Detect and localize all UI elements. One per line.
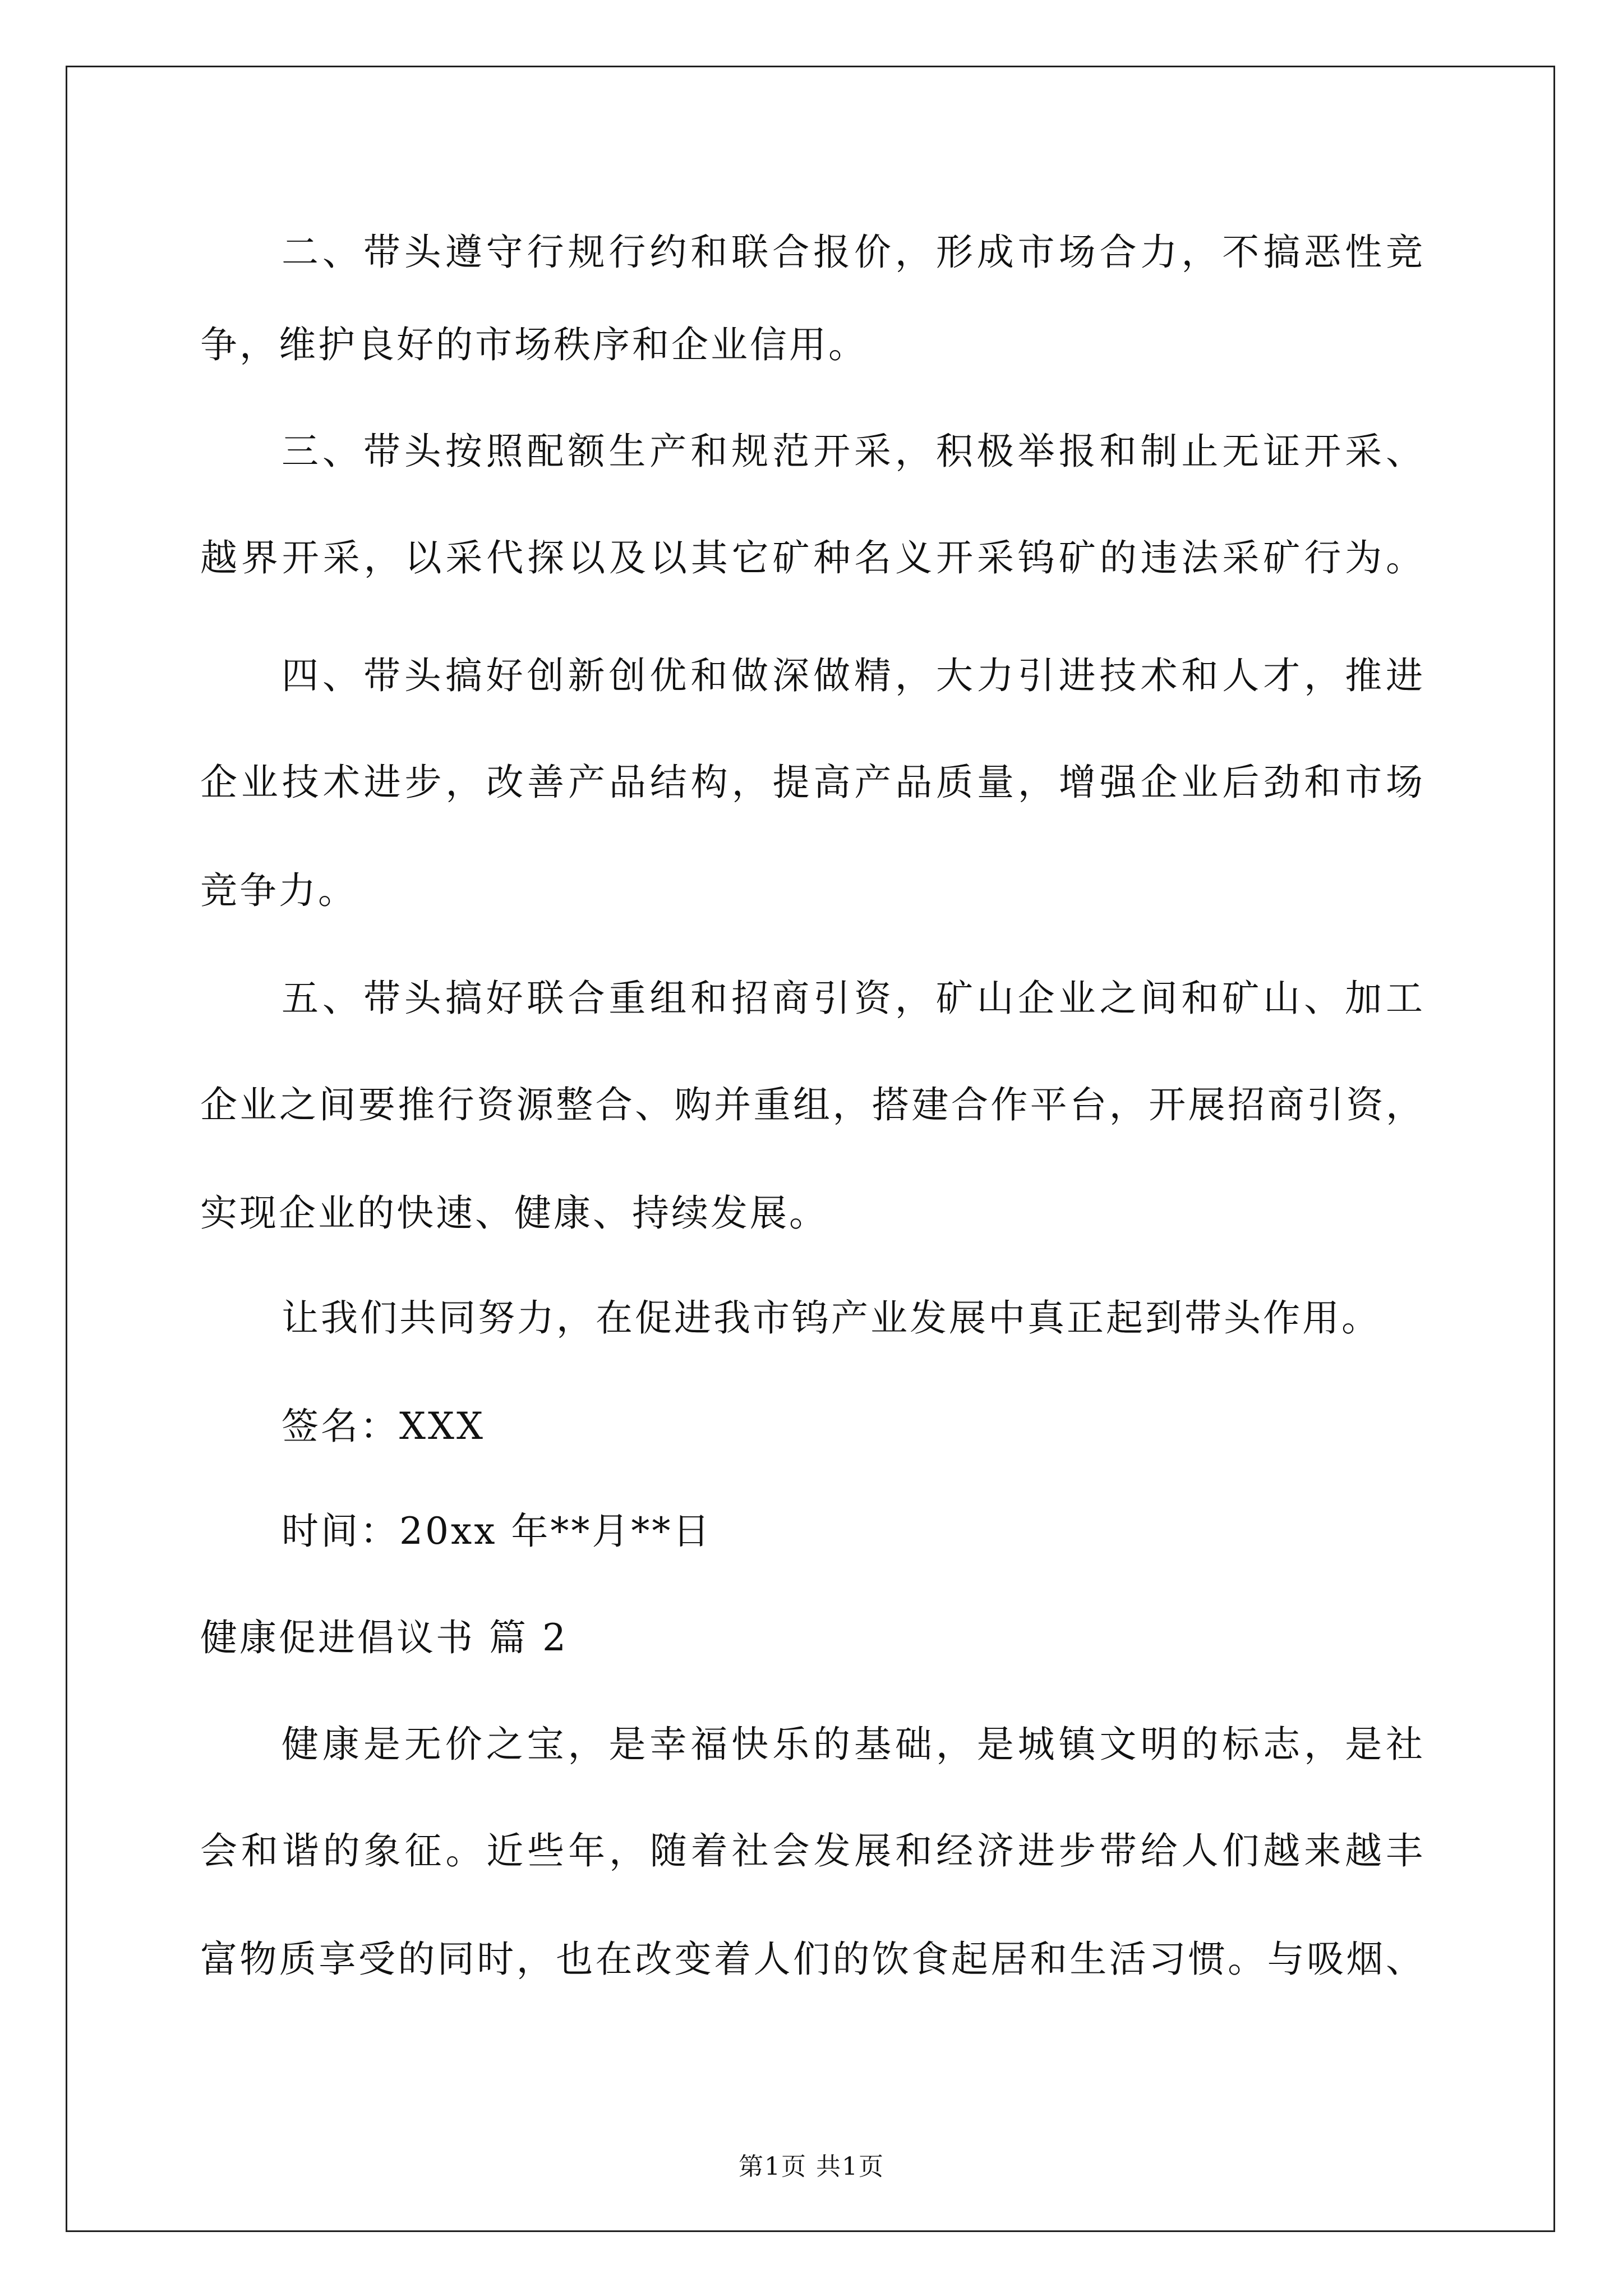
closing-statement: 让我们共同努力，在促进我市钨产业发展中真正起到带头作用。 <box>282 1296 1381 1340</box>
paragraph-5-line-1: 五、带头搞好联合重组和招商引资，矿山企业之间和矿山、加工 <box>282 977 1423 1020</box>
section-heading: 健康促进倡议书 篇 2 <box>200 1616 568 1659</box>
page-footer: 第1页 共1页 <box>739 2152 884 2181</box>
paragraph-2-line-1: 二、带头遵守行规行约和联合报价，形成市场合力，不搞恶性竞 <box>282 231 1423 274</box>
paragraph-4-line-2: 企业技术进步，改善产品结构，提高产品质量，增强企业后劲和市场 <box>200 761 1423 804</box>
date-line: 时间：20xx 年**月**日 <box>282 1510 712 1553</box>
paragraph-3-line-2: 越界开采，以采代探以及以其它矿种名义开采钨矿的违法采矿行为。 <box>200 536 1423 579</box>
signature-line: 签名：XXX <box>282 1405 485 1448</box>
paragraph-6-line-2: 会和谐的象征。近些年，随着社会发展和经济进步带给人们越来越丰 <box>200 1829 1423 1872</box>
paragraph-3-line-1: 三、带头按照配额生产和规范开采，积极举报和制止无证开采、 <box>282 430 1423 473</box>
paragraph-6-line-1: 健康是无价之宝，是幸福快乐的基础，是城镇文明的标志，是社 <box>282 1723 1423 1766</box>
paragraph-5-line-3: 实现企业的快速、健康、持续发展。 <box>200 1191 828 1235</box>
paragraph-6-line-3: 富物质享受的同时，也在改变着人们的饮食起居和生活习惯。与吸烟、 <box>200 1938 1423 1981</box>
paragraph-5-line-2: 企业之间要推行资源整合、购并重组，搭建合作平台，开展招商引资， <box>200 1083 1423 1126</box>
paragraph-4-line-1: 四、带头搞好创新创优和做深做精，大力引进技术和人才，推进 <box>282 654 1423 697</box>
paragraph-4-line-3: 竞争力。 <box>200 869 357 912</box>
paragraph-2-line-2: 争，维护良好的市场秩序和企业信用。 <box>200 323 868 366</box>
page-border <box>66 66 1555 2232</box>
